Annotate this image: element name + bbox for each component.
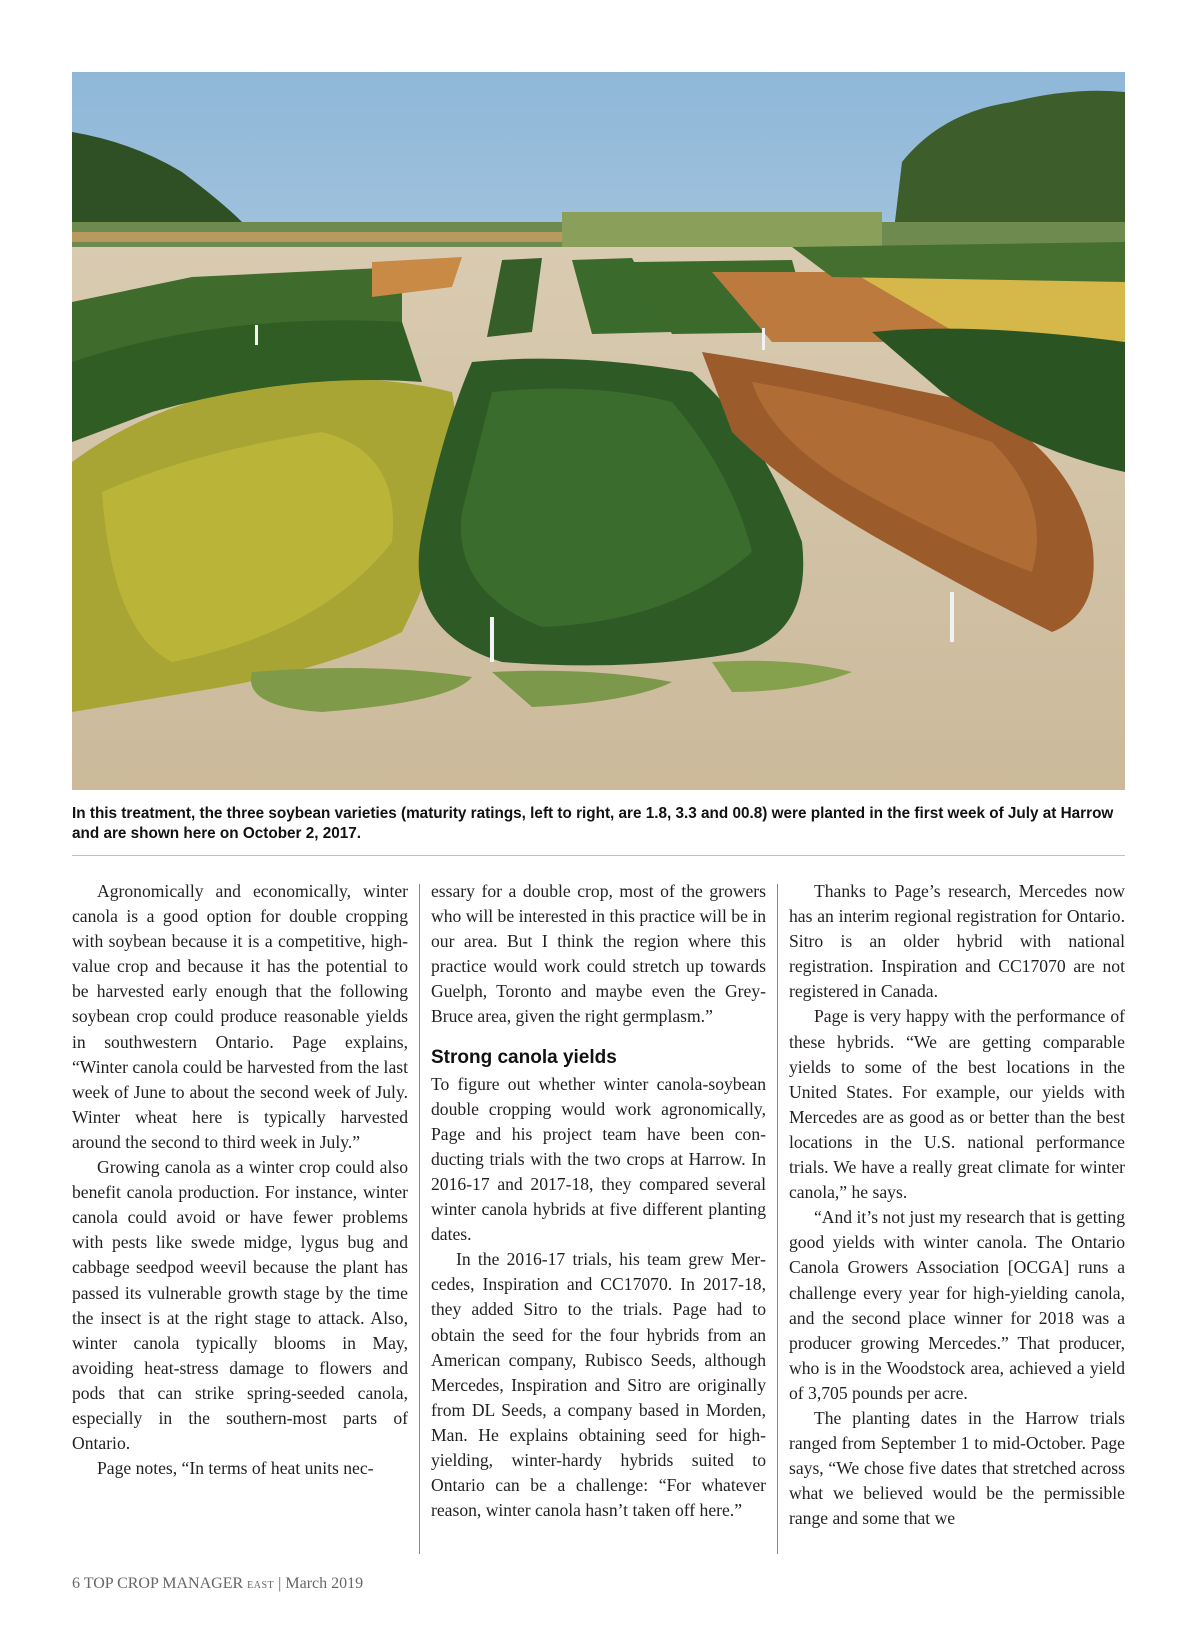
column-divider: [777, 884, 778, 1554]
paragraph: Page notes, “In terms of heat units nec-: [97, 1458, 374, 1479]
page-footer: [72, 1575, 363, 1593]
paragraph: essary for a double crop, most of the growers who will be interested in this practice will be in our area. But I think the region where this practice would work could stretch up towards Guelph, Toronto and maybe even the Grey-Bruce area, given the right germplasm.”: [431, 881, 766, 1027]
soybean-field-photo: [72, 72, 1125, 790]
paragraph: The planting dates in the Harrow trials ranged from September 1 to mid-October. Page says, “We chose five dates that stretched across what we believed would be the permissible range and some that we: [789, 1407, 1125, 1529]
article-column-3: [789, 879, 1125, 1531]
soybean-plots-illustration: [72, 72, 1125, 790]
footer-separator: |: [278, 1575, 282, 1592]
paragraph: To figure out whether winter canola-soybean double cropping would work agronomically, Page and his project team have been conducting trials with the two crops at Harrow. In 2016-17 and 2017-18, they compared several winter canola hybrids at five different planting dates.: [431, 1073, 766, 1245]
paragraph: Thanks to Page’s research, Mercedes now has an interim regional registration for Ontario. Sitro is an older hybrid with national registration. Inspiration and CC17070 are not registered in Canada.: [789, 881, 1125, 1002]
photo-caption: In this treatment, the three soybean varieties (maturity ratings, left to right, are 1.8, 3.3 and 00.8) were planted in the first week of July at Harrow and are shown here on October 2, 2017.: [72, 805, 1114, 842]
magazine-name: TOP CROP MANAGER: [83, 1575, 244, 1592]
caption-divider: [72, 855, 1125, 856]
section-heading: Strong canola yields: [431, 1046, 617, 1068]
article-column-1: [72, 879, 408, 1481]
edition-label: EAST: [247, 1580, 275, 1591]
paragraph: Growing canola as a winter crop could also benefit canola production. For instance, winter canola could avoid or have fewer problems with pests like swede midge, lygus bug and cabbage seedpod weevil because the plant has passed its vulnerable growth stage by the time the insect is at the right stage to attack. Also, winter canola typically blooms in May, avoiding heat-stress damage to flowers and pods that can strike spring-seeded canola, especially in the southern-most parts of Ontario.: [72, 1157, 408, 1454]
issue-date: March 2019: [285, 1575, 364, 1592]
page-number: 6: [72, 1575, 80, 1592]
column-divider: [419, 884, 420, 1554]
paragraph: In the 2016-17 trials, his team grew Mercedes, Inspiration and CC17070. In 2017-18, they added Sitro to the trials. Page had to obtain the seed for the four hybrids from an American company, Rubisco Seeds, although Mercedes, Inspiration and Sitro are originally from DL Seeds, a company based in Morden, Man. He explains obtaining seed for high-yielding, winter-hardy hybrids suited to Ontario can be a challenge: “For whatever reason, winter canola hasn’t taken off here.”: [431, 1249, 766, 1521]
article-column-2: [431, 879, 766, 1523]
paragraph: Page is very happy with the performance of these hybrids. “We are getting comparable yields to some of the best locations in the United States. For example, our yields with Mercedes are as good as or better than the best locations in the U.S. national performance trials. We have a really great climate for winter canola,” he says.: [789, 1006, 1125, 1203]
paragraph: Agronomically and economically, winter canola is a good option for double cropping with soybean because it is a competitive, high-value crop and because it has the potential to be harvested early enough that the following soybean crop could produce reasonable yields in southwestern Ontario. Page explains, “Winter canola could be harvested from the last week of June to about the second week of July. Winter wheat here is typically harvested around the second to third week in July.”: [72, 881, 408, 1152]
paragraph: “And it’s not just my research that is getting good yields with winter canola. The Ontario Canola Growers Association [OCGA] runs a challenge every year for high-yielding canola, and the second place winner for 2018 was a producer growing Mercedes.” That producer, who is in the Woodstock area, achieved a yield of 3,705 pounds per acre.: [789, 1207, 1125, 1403]
